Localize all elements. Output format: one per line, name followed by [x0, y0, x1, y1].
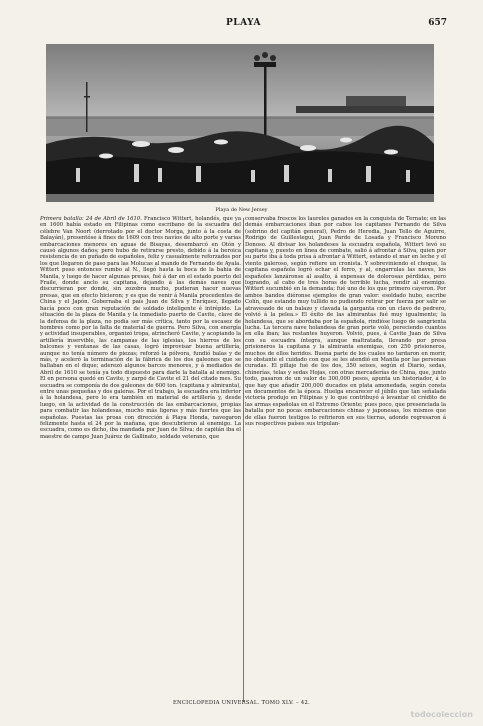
left-column-body: Francisco Wittert, holandés, que ya en 1600 había estado en Filipinas como escribano de la escuadra del célebre Van Noort (derrotado por el doctor Morga, junto á la costa de Balayán), presentóse á fines de 1609 con tres navíos de alto porte y varias embarcaciones menores en aguas de Bisayas, desembarcó en Otón y causó algunos daños; pero hubo de retirarse presto, debido á la heroica resistencia de un puñado de españoles, feliz y casualmente reforzados por los que llegaron de paso para las Molucas al mando de Fernando de Ayala. Wittert puso entonces rumbo al N., llegó hasta la boca de la bahía de Manila, y luego de hacer algunas presas, fué á dar en el estado puerto del Fraile, donde anclo su capitana, dejando á las demás naves que discurrieran por donde, sin zozobra mucho, pudieran hacer nuevas presas, que en efecto hicieron; y es que de venir á Manila procedentes de China y el Japón. Gobernaba el país Juan de Silva y Enríquez, llegado hacía poco con gran reputación de soldado inteligente é intrépido. La situación de la plaza de Manila y la inmediato puerto de Cavite, clave de la defensa de la plaza, no podía ser más crítica, tanto por la escasez de hombres como por la falta de material de guerra. Pero Silva, con energía y actividad insuperables, organizó tropa, atrincheró Cavite, y acopiando la artillería inservible, las campanas de las iglesias, los hierros de los balcones y ventanas de las casas, logró improvisar buena artillería, aunque no tenía número de piezas; reforzó la pólvora, fundió balas y de más, y aceleró la terminación de la fábrica de los dos galeones que se hallaban en el dique; aderezó algunos barcos menores, y á mediados de Abril de 1610 se tenía ya todo dispuesto para darle la batalla al enemigo. El en persona quedó en Cavite, y zarpó de Cavite el 21 del citado mes. Su escuadra se componía de dos galeones de 600 ton. (capitana y almiranta), entre unas pequeñas y dos galeras. Por el trabajo, la escuadra era inferior á la holandesa, pero lo era también en material de artillería y, desde luego, en la actividad de la construcción de las embarcaciones, propias para combatir las holandesas, mucho más ligeras y más fuertes que las españolas. Puestas las proas con dirección á Playa Honda, navegaron felizmente hasta el 24 por la mañana, que descubrieron al enemigo. La escuadra, como es dicho, iba mandada por Juan de Silva; de capitán iba el maestre de campo Juan Juárez de Gallinato, soldado veterano, que	[40, 216, 241, 440]
section-lead: Primera batalla: 24 de Abril de 1610.	[40, 216, 142, 222]
left-column	[40, 216, 241, 440]
page-footer: ENCICLOPEDIA UNIVERSAL. TOMO XLV. – 42.	[172, 700, 311, 706]
page-title: PLAYA	[226, 18, 261, 28]
beach-photo	[46, 44, 434, 202]
page-header	[40, 18, 447, 32]
photo-caption: Playa de New Jersey	[215, 207, 268, 213]
right-column	[245, 216, 446, 427]
column-divider	[243, 218, 244, 702]
left-column-text	[40, 216, 241, 440]
watermark: todocoleccion	[410, 710, 473, 719]
page-number: 657	[428, 18, 447, 28]
right-column-body: conservaba frescos los laureles ganados en la conquista de Ternate; en las demás embarcaciones iban por cabos los capitanes Fernando de Silva (sobrino del capitán general), Pedro de Heredia, Juan Tello de Aguirre, Rodrigo de Guillestegui, Juan Pardo de Losada y Francisco Moreno Donoso. Al divisar los holandeses la escuadra española, Wittert levó su capitana y, puesto en línea de combate, salió á afrontar á Silva, quien por su parte iba á toda prisa á afrontar á Wittert, estando el mar en leche y el viento galeroso, según refiere un cronista. Y sobreviniendo el choque, la capitana española logró echar el ferro, y al, engarrulas las naves, los españoles lanzáronse al asalto, á expensas de dolorosas pérdidas, pero logrando, al cabo de tres horas de terrible lucha, rendir al enemigo. Wittert sucumbió en la demanda; fué uno de los que primero cayeron. Por ambos bandos diéronse ejemplos de gran valor: esoldado hubo, escribe Colín, que estando muy tullido no pudiendo retirar por fuerza por salir se atravesado de un balazo y clavada la garganta con un clavo de pedrero, volvió á la pelea.» El éxito de las almirantas fué muy igualmente; la holandesa, que se abordaba por la española, rindióse luego de sangrienta lucha. La tercera nave holandesa de gran porte voló, pereciendo cuantos en ella iban; las restantes huyeron. Volvió, pues, á Cavite Juan de Silva con su escuadra íntegra, aunque maltratada, llevando por presa prisioneros la capitana y la almiranta enemigas, con 250 prisioneros, muchos de ellos heridos. Buena parte de los cuales no tardaron en morir, no obstante el cuidado con que se les atendió en Manila por las personas curadas. El pillaje fué de los dos, 350 seises, según el Diario, sedas, chinerías, telas y sedas Hojas, con otras mercaderías de China, que, junto todo, pasaron de un valor de 300,000 pesos, apunta un historiador, á lo que hay que añadir 200,000 ducados en plata amonedada, según consta en documentos de la época. Huelga encarecer el júbilo que tan señalada victoria produjo en Filipinas y lo que contribuyó á levantar el crédito de las armas españolas en el Extremo Oriente; pues poco, que presenciada la batalla por no pocas embarcaciones chinas y japonesas, los mismos que de ellas fueron testigos lo refirieron en sus tierras, adonde regresaron á sus respectivos países sus tripulan-	[245, 216, 446, 427]
